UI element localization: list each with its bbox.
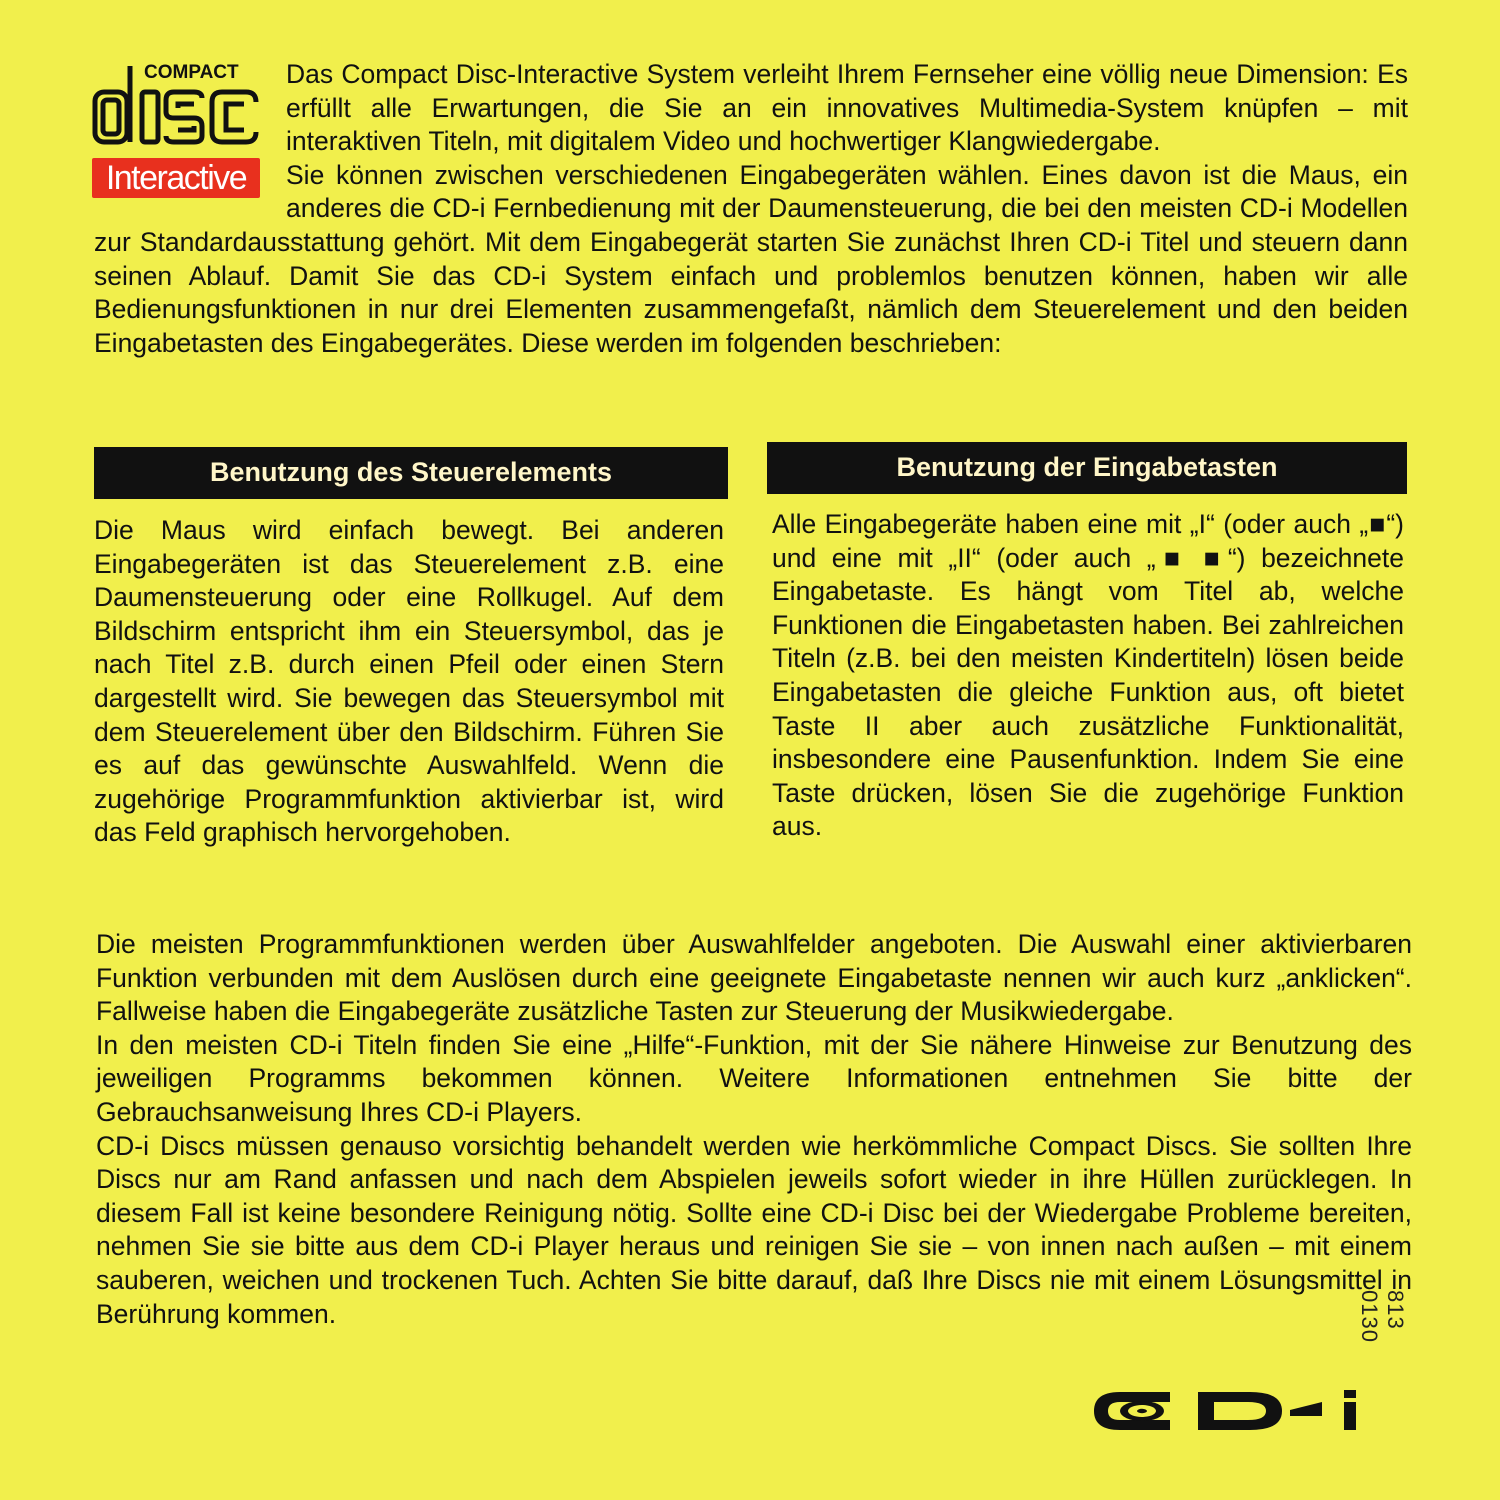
cdi-logo-text: CD-i	[1090, 1388, 1092, 1389]
bottom-paragraph-1: Die meisten Programmfunktionen werden über Auswahlfelder angeboten. Die Auswahl einer aktivierbaren Funktion verbunden mit dem Auslösen durch eine geeignete Eingabetaste nennen wir auch kurz „anklicken“. Fallweise haben die Eingabegeräte zusätzliche Tasten zur Steuerung der Musikwiedergabe.	[96, 929, 1412, 1027]
cdi-logo	[1090, 1388, 1370, 1434]
intro-paragraph-2: Sie können zwischen verschiedenen Eingabegeräten wählen. Eines davon ist die Maus, ein anderes die CD-i Fernbedienung mit der Daumensteuerung, die bei den meisten CD-i Modellen zur Standardausstattung gehört. Mit dem Eingabegerät starten Sie zunächst Ihren CD-i Titel und steuern dann seinen Ablauf. Damit Sie das CD-i System einfach und problemlos benutzen können, haben wir alle Bedienungsfunktionen in nur drei Elementen zusammengefaßt, nämlich dem Steuerelement und den beiden Eingabetasten des Eingabegerätes. Diese werden im folgenden beschrieben:	[94, 159, 1408, 358]
bottom-paragraph-3: CD-i Discs müssen genauso vorsichtig behandelt werden wie herkömmliche Compact Discs. Sie sollten Ihre Discs nur am Rand anfassen und nach dem Abspielen jeweils sofort wieder in ihre Hüllen zurücklegen. In diesem Fall ist keine besondere Reinigung nötig. Sollte eine CD-i Disc bei der Wiedergabe Probleme bereiten, nehmen Sie sie bitte aus dem CD-i Player heraus und reinigen Sie sie – von innen nach außen – mit einem sauberen, weichen und trockenen Tuch. Achten Sie bitte darauf, daß Ihre Discs nie mit einem Lösungsmittel in Berührung kommen.	[96, 1130, 1412, 1329]
right-column-text: Alle Eingabegeräte haben eine mit „I“ (oder auch „■“) und eine mit „II“ (oder auch „■ ■“) bezeichnete Eingabetaste. Es hängt vom Titel ab, welche Funktionen die Eingabetasten haben. Bei zahlreichen Titeln (z.B. bei den meisten Kindertiteln) lösen beide Eingabetasten die gleiche Funktion aus, oft bietet Taste II aber auch zusätzliche Funktionalität, insbesondere eine Pausenfunktion. Indem Sie eine Taste drücken, lösen Sie die zugehörige Funktion aus.	[772, 509, 1404, 842]
logo-spacer	[94, 58, 286, 196]
logo-interactive-badge: Interactive	[92, 158, 260, 198]
catalog-number: 813 0130	[1357, 1290, 1408, 1343]
intro-section	[94, 58, 1408, 360]
logo-compact-text: COMPACT	[144, 62, 239, 83]
bottom-section	[96, 928, 1412, 1331]
intro-paragraph-1: Das Compact Disc-Interactive System verleiht Ihrem Fernseher eine völlig neue Dimension: Es erfüllt alle Erwartungen, die Sie an ein innovatives Multimedia-System knüpfen – mit interaktiven Titeln, mit digitalem Video und hochwertiger Klangwiedergabe.	[286, 59, 1408, 157]
left-column-text: Die Maus wird einfach bewegt. Bei anderen Eingabegeräten ist das Steuerelement z.B. eine Daumensteuerung oder eine Rollkugel. Auf dem Bildschirm entspricht ihm ein Steuersymbol, das je nach Titel z.B. durch einen Pfeil oder einen Stern dargestellt wird. Sie bewegen das Steuersymbol mit dem Steuerelement über den Bildschirm. Führen Sie es auf das gewünschte Auswahlfeld. Wenn die zugehörige Programmfunktion aktivierbar ist, wird das Feld graphisch hervorgehoben.	[94, 515, 724, 848]
right-column-heading: Benutzung der Eingabetasten	[767, 442, 1407, 494]
left-column-heading: Benutzung des Steuerelements	[94, 447, 728, 499]
bottom-paragraph-2: In den meisten CD-i Titeln finden Sie eine „Hilfe“-Funktion, mit der Sie nähere Hinweise zur Benutzung des jeweiligen Programms bekommen können. Weitere Informationen entnehmen Sie bitte der Gebrauchsanweisung Ihres CD-i Players.	[96, 1029, 1412, 1127]
